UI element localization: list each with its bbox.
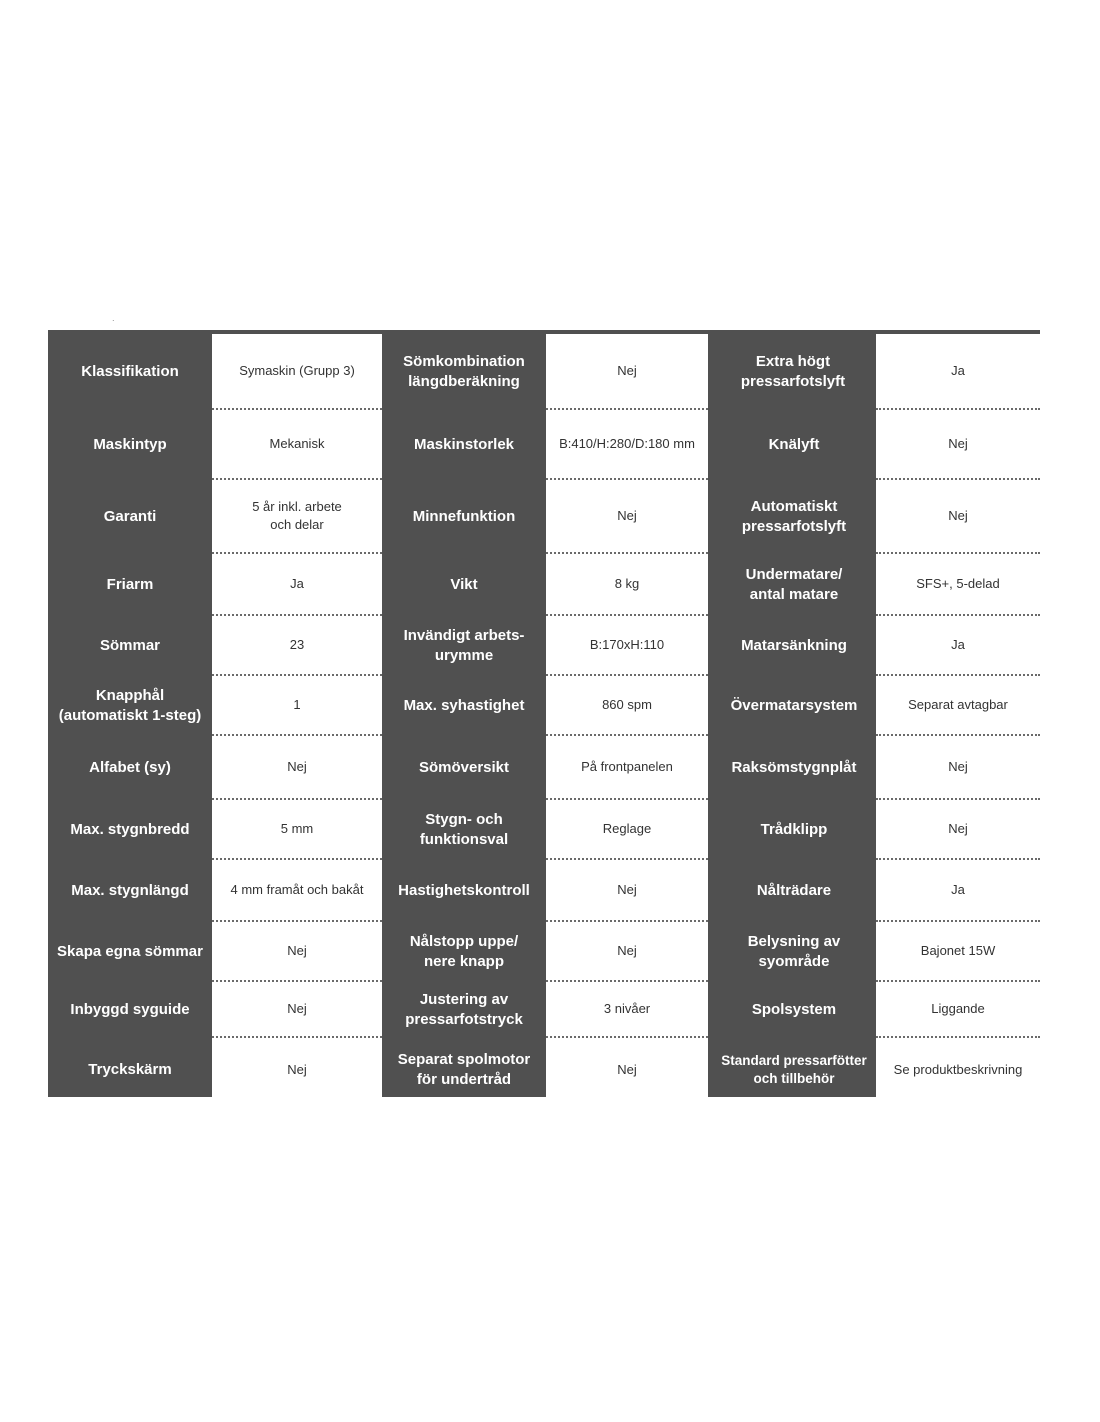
spec-label-text: Minnefunktion bbox=[412, 508, 516, 525]
spec-label bbox=[712, 922, 876, 982]
spec-value bbox=[876, 334, 1040, 410]
spec-value bbox=[212, 922, 382, 982]
spec-label bbox=[382, 554, 546, 616]
spec-label-text: Friarm bbox=[106, 576, 154, 593]
spec-label-text: Belysning av syområde bbox=[747, 933, 841, 970]
spec-label bbox=[382, 1038, 546, 1101]
spec-label-text: Nålträdare bbox=[756, 882, 832, 899]
spec-value bbox=[876, 410, 1040, 480]
spec-label-text: Tryckskärm bbox=[88, 1060, 172, 1078]
spec-label bbox=[712, 480, 876, 554]
spec-value bbox=[212, 676, 382, 736]
spec-value-text: B:410/H:280/D:180 mm bbox=[559, 436, 695, 451]
spec-label-text: Separat spolmotor för undertråd bbox=[397, 1050, 531, 1088]
spec-label bbox=[48, 616, 212, 676]
spec-label-text: Sömmar bbox=[99, 637, 161, 654]
spec-value bbox=[546, 334, 708, 410]
spec-label-text: Automatiskt pressarfotslyft bbox=[741, 498, 847, 535]
spec-value bbox=[546, 922, 708, 982]
spec-label bbox=[382, 616, 546, 676]
spec-value-text: Liggande bbox=[931, 1001, 985, 1016]
spec-label bbox=[382, 800, 546, 860]
spec-value-text: 5 år inkl. arbete och delar bbox=[252, 499, 342, 532]
spec-label bbox=[712, 982, 876, 1038]
spec-label-text: Max. syhastighet bbox=[403, 697, 525, 714]
spec-value bbox=[212, 736, 382, 800]
spec-table bbox=[48, 330, 1040, 1097]
spec-value-text: Ja bbox=[951, 882, 965, 897]
spec-label bbox=[382, 982, 546, 1038]
spec-label-text: Nålstopp uppe/ nere knapp bbox=[409, 933, 519, 970]
spec-value bbox=[212, 410, 382, 480]
spec-value bbox=[546, 800, 708, 860]
spec-value-text: Bajonet 15W bbox=[920, 943, 996, 958]
spec-value-text: Reglage bbox=[602, 821, 652, 836]
spec-value-text: 5 mm bbox=[280, 821, 314, 836]
spec-label bbox=[48, 922, 212, 982]
spec-value-text: Mekanisk bbox=[269, 436, 325, 451]
spec-label bbox=[48, 676, 212, 736]
spec-label bbox=[382, 480, 546, 554]
spec-label bbox=[712, 616, 876, 676]
spec-label-text: Övermatarsystem bbox=[730, 697, 858, 714]
spec-label bbox=[712, 860, 876, 922]
spec-value bbox=[212, 334, 382, 410]
spec-label bbox=[48, 1038, 212, 1101]
spec-label-text: Sömöversikt bbox=[418, 759, 510, 776]
spec-label bbox=[48, 800, 212, 860]
spec-value-text: 8 kg bbox=[614, 576, 640, 591]
spec-label bbox=[712, 554, 876, 616]
spec-label bbox=[48, 334, 212, 410]
spec-label-text: Matarsänkning bbox=[741, 637, 847, 654]
spec-label-text: Knapphål (automatiskt 1-steg) bbox=[58, 687, 202, 724]
spec-label-text: Undermatare/ antal matare bbox=[745, 566, 843, 603]
spec-value-text: 1 bbox=[293, 697, 301, 712]
spec-label-text: Justering av pressarfotstryck bbox=[405, 991, 523, 1028]
spec-value-text: Symaskin (Grupp 3) bbox=[239, 363, 355, 378]
spec-label bbox=[382, 334, 546, 410]
spec-value-text: B:170xH:110 bbox=[589, 637, 665, 652]
spec-label bbox=[712, 676, 876, 736]
spec-label bbox=[48, 736, 212, 800]
spec-value-text: Nej bbox=[617, 882, 637, 897]
spec-value bbox=[876, 554, 1040, 616]
spec-value-text: 23 bbox=[289, 637, 305, 652]
spec-value-text: Ja bbox=[951, 363, 965, 378]
spec-label bbox=[712, 736, 876, 800]
spec-label-text: Maskinstorlek bbox=[413, 436, 515, 453]
spec-value bbox=[212, 1038, 382, 1101]
spec-value bbox=[546, 1038, 708, 1101]
spec-value-text: Nej bbox=[287, 943, 307, 958]
stray-mark: . bbox=[112, 314, 115, 323]
spec-value bbox=[876, 922, 1040, 982]
spec-value-text: Nej bbox=[948, 759, 968, 774]
spec-value bbox=[212, 982, 382, 1038]
spec-label bbox=[712, 1038, 876, 1101]
spec-value-text: Nej bbox=[287, 759, 307, 774]
spec-value bbox=[546, 736, 708, 800]
spec-value bbox=[212, 800, 382, 860]
spec-value-text: Nej bbox=[287, 1061, 307, 1077]
spec-label-text: Standard pressarfötter och tillbehör bbox=[721, 1052, 867, 1086]
spec-value bbox=[212, 480, 382, 554]
spec-label bbox=[48, 982, 212, 1038]
spec-value bbox=[546, 982, 708, 1038]
spec-label bbox=[48, 480, 212, 554]
spec-label bbox=[382, 736, 546, 800]
spec-value bbox=[546, 616, 708, 676]
spec-value-text: Ja bbox=[951, 637, 965, 652]
spec-value-text: Nej bbox=[617, 508, 637, 523]
spec-label bbox=[382, 860, 546, 922]
spec-value bbox=[546, 410, 708, 480]
spec-value-text: Se produktbeskrivning bbox=[893, 1061, 1023, 1077]
spec-value bbox=[546, 480, 708, 554]
spec-value-text: Ja bbox=[290, 576, 304, 591]
spec-label-text: Knälyft bbox=[768, 436, 820, 453]
spec-value-text: Nej bbox=[287, 1001, 307, 1016]
spec-value-text: 3 nivåer bbox=[603, 1001, 651, 1016]
spec-label-text: Maskintyp bbox=[93, 436, 167, 453]
spec-label bbox=[712, 410, 876, 480]
spec-label-text: Stygn- och funktionsval bbox=[419, 811, 509, 848]
spec-label-text: Spolsystem bbox=[751, 1001, 837, 1018]
spec-value bbox=[212, 554, 382, 616]
spec-label-text: Skapa egna sömmar bbox=[57, 943, 203, 960]
spec-value-text: SFS+, 5-delad bbox=[916, 576, 1000, 591]
spec-label bbox=[48, 554, 212, 616]
spec-label-text: Inbyggd syguide bbox=[70, 1001, 190, 1018]
spec-label bbox=[382, 676, 546, 736]
spec-label bbox=[382, 410, 546, 480]
spec-value-text: Nej bbox=[948, 821, 968, 836]
spec-value bbox=[546, 676, 708, 736]
spec-label-text: Sömkombination längdberäkning bbox=[403, 353, 525, 390]
spec-label-text: Max. stygnbredd bbox=[70, 821, 190, 838]
spec-label-text: Extra högt pressarfotslyft bbox=[740, 353, 846, 390]
spec-value bbox=[876, 676, 1040, 736]
spec-label-text: Klassifikation bbox=[81, 363, 179, 380]
spec-label bbox=[710, 334, 876, 410]
spec-value-text: Nej bbox=[948, 508, 968, 523]
spec-value-text: På frontpanelen bbox=[581, 759, 673, 774]
spec-label-text: Hastighetskontroll bbox=[398, 882, 530, 899]
spec-label-text: Max. stygnlängd bbox=[71, 882, 189, 899]
spec-value bbox=[876, 860, 1040, 922]
spec-label-text: Raksömstygnplåt bbox=[731, 759, 857, 776]
spec-value-text: Separat avtagbar bbox=[908, 697, 1008, 712]
spec-value bbox=[876, 616, 1040, 676]
spec-label bbox=[48, 410, 212, 480]
spec-value bbox=[876, 1038, 1040, 1101]
spec-value bbox=[212, 860, 382, 922]
spec-label-text: Invändigt arbets- urymme bbox=[403, 627, 525, 664]
spec-value-text: Nej bbox=[617, 943, 637, 958]
spec-label-text: Vikt bbox=[450, 576, 478, 593]
spec-value-text: Nej bbox=[617, 363, 637, 378]
spec-value bbox=[876, 736, 1040, 800]
spec-label-text: Garanti bbox=[103, 508, 157, 525]
spec-value bbox=[876, 480, 1040, 554]
spec-value-text: 4 mm framåt och bakåt bbox=[230, 882, 364, 897]
spec-label bbox=[712, 800, 876, 860]
spec-value bbox=[546, 554, 708, 616]
spec-value-text: Nej bbox=[617, 1061, 637, 1077]
spec-value bbox=[212, 616, 382, 676]
spec-label-text: Trådklipp bbox=[760, 821, 828, 838]
spec-value bbox=[546, 860, 708, 922]
spec-label bbox=[382, 922, 546, 982]
spec-value bbox=[876, 982, 1040, 1038]
spec-value-text: 860 spm bbox=[602, 697, 652, 712]
spec-value-text: Nej bbox=[948, 436, 968, 451]
spec-label bbox=[48, 860, 212, 922]
spec-label-text: Alfabet (sy) bbox=[89, 759, 171, 776]
spec-value bbox=[876, 800, 1040, 860]
